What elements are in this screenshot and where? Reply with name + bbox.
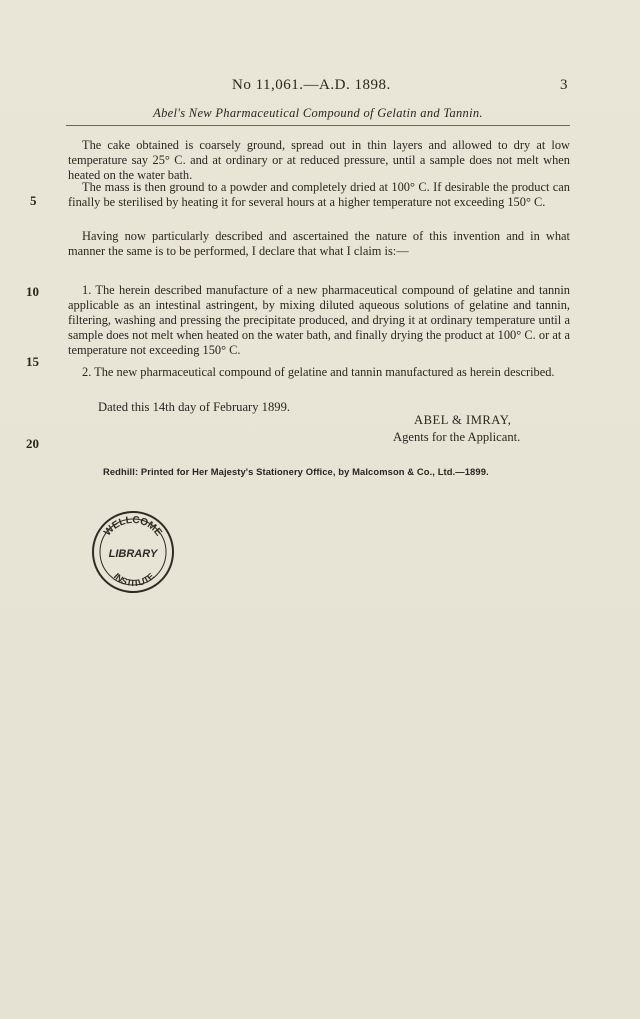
paragraph-1: The cake obtained is coarsely ground, spread out in thin layers and allowed to dry at low temperature say 25° C. and at ordinary or at reduced pressure, until a sample does not melt when heated on the water bath. bbox=[68, 138, 570, 182]
line-number-15: 15 bbox=[26, 354, 39, 369]
stamp-bottom-text: INSTITUTE bbox=[111, 570, 157, 589]
line-number-5: 5 bbox=[30, 193, 37, 208]
page-number: 3 bbox=[560, 77, 568, 93]
paragraph-2: The mass is then ground to a powder and completely dried at 100° C. If desirable the product can finally be sterilised by heating it for several hours at a higher temperature not exceeding 150° C. bbox=[68, 180, 570, 209]
stamp-center-text: LIBRARY bbox=[108, 548, 158, 560]
title-rule bbox=[66, 125, 570, 126]
line-number-20: 20 bbox=[26, 436, 39, 451]
signature-role: Agents for the Applicant. bbox=[393, 430, 521, 444]
document-title: Abel's New Pharmaceutical Compound of Gelatin and Tannin. bbox=[153, 106, 483, 120]
patent-number: No 11,061.—A.D. 1898. bbox=[232, 77, 391, 93]
stamp-top-text: WELLCOME bbox=[102, 514, 164, 539]
svg-text:INSTITUTE bbox=[112, 571, 156, 588]
printer-footer: Redhill: Printed for Her Majesty's Stationery Office, by Malcomson & Co., Ltd.—1899. bbox=[103, 466, 489, 477]
claim-1: 1. The herein described manufacture of a new pharmaceutical compound of gelatine and tannin applicable as an intestinal astringent, by mixing diluted aqueous solutions of gelatine and tannin, filtering, washing and pressing the precipitate produced, and drying it at ordinary temperature until a sample does not melt when heated on the water bath, and finally drying the product at 100° C. or at a temperature not exceeding 150° C. bbox=[68, 283, 570, 357]
line-number-10: 10 bbox=[26, 284, 39, 299]
signature-name: ABEL & IMRAY, bbox=[414, 413, 512, 427]
paragraph-3: Having now particularly described and ascertained the nature of this invention and in what manner the same is to be performed, I declare that what I claim is:— bbox=[68, 229, 570, 258]
page-header bbox=[0, 77, 640, 97]
date-line: Dated this 14th day of February 1899. bbox=[98, 400, 291, 414]
claim-2: 2. The new pharmaceutical compound of gelatine and tannin manufactured as herein described. bbox=[82, 365, 555, 379]
library-stamp bbox=[88, 508, 178, 596]
